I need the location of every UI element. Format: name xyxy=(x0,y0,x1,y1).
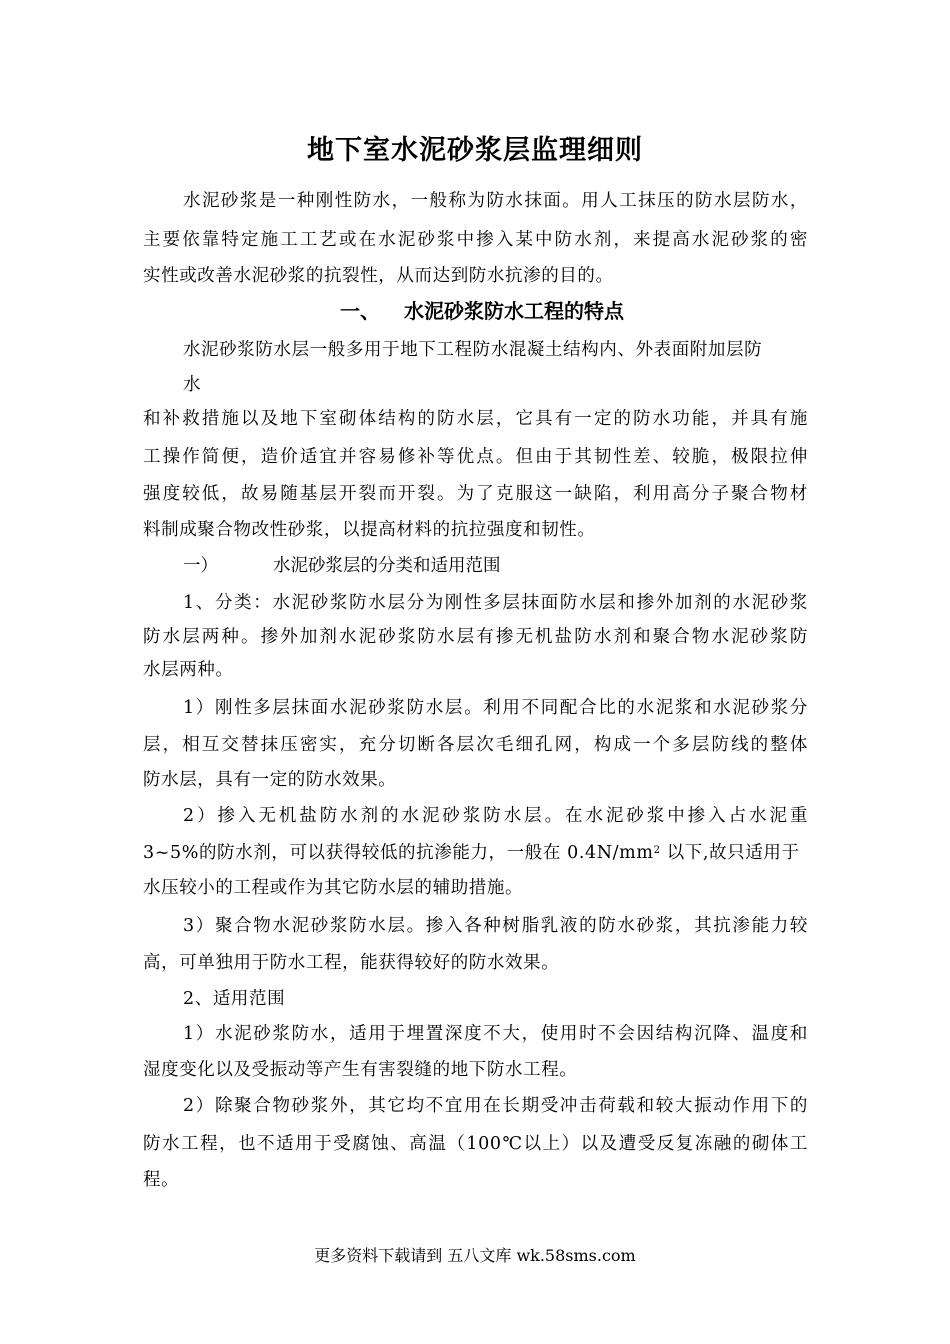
paragraph-line: 1、分类：水泥砂浆防水层分为刚性多层抹面防水层和掺外加剂的水泥砂浆 xyxy=(183,593,808,613)
paragraph-line: 水泥砂浆防水层一般多用于地下工程防水混凝土结构内、外表面附加层防 xyxy=(183,340,763,360)
subsection-title: 水泥砂浆层的分类和适用范围 xyxy=(273,556,501,576)
paragraph-line: 程。 xyxy=(143,1170,180,1190)
paragraph-line xyxy=(143,840,808,866)
paragraph-line: 主要依靠特定施工工艺或在水泥砂浆中掺入某中防水剂，来提高水泥砂浆的密 xyxy=(143,230,808,250)
paragraph-line: 2、适用范围 xyxy=(183,989,286,1009)
paragraph-line: 2）除聚合物砂浆外，其它均不宜用在长期受冲击荷载和较大振动作用下的 xyxy=(183,1096,808,1116)
subsection-heading xyxy=(183,553,501,579)
page-footer: 更多资料下载请到 五八文库 wk.58sms.com xyxy=(314,1246,636,1265)
section-number: 一、 xyxy=(340,299,380,323)
section-heading xyxy=(340,296,624,326)
paragraph-line: 防水层两种。掺外加剂水泥砂浆防水层有掺无机盐防水剂和聚合物水泥砂浆防 xyxy=(143,627,808,647)
paragraph-line: 水压较小的工程或作为其它防水层的辅助措施。 xyxy=(143,878,524,898)
text-fragment: 3~5%的防水剂，可以获得较低的抗渗能力，一般在 0.4N/mm xyxy=(143,843,654,863)
page-title: 地下室水泥砂浆层监理细则 xyxy=(307,135,643,166)
paragraph-line: 防水层，具有一定的防水效果。 xyxy=(143,770,397,790)
paragraph-line: 料制成聚合物改性砂浆，以提高材料的抗拉强度和韧性。 xyxy=(143,520,596,540)
paragraph-line: 水层两种。 xyxy=(143,660,234,680)
paragraph-line: 和补救措施以及地下室砌体结构的防水层，它具有一定的防水功能，并具有施 xyxy=(143,409,808,429)
section-title: 水泥砂浆防水工程的特点 xyxy=(404,299,624,323)
paragraph-line: 水泥砂浆是一种刚性防水，一般称为防水抹面。用人工抹压的防水层防水， xyxy=(183,191,808,211)
paragraph-line: 1）水泥砂浆防水，适用于埋置深度不大，使用时不会因结构沉降、温度和 xyxy=(183,1024,808,1044)
subsection-number: 一） xyxy=(183,556,218,576)
paragraph-line: 层，相互交替抹压密实，充分切断各层次毛细孔网，构成一个多层防线的整体 xyxy=(143,735,808,755)
paragraph-line: 实性或改善水泥砂浆的抗裂性，从而达到防水抗渗的目的。 xyxy=(143,266,614,286)
paragraph-line: 高，可单独用于防水工程，能获得较好的防水效果。 xyxy=(143,953,560,973)
text-fragment: 以下,故只适用于 xyxy=(660,843,800,863)
superscript: 2 xyxy=(653,845,661,856)
paragraph-line: 湿度变化以及受振动等产生有害裂缝的地下防水工程。 xyxy=(143,1060,578,1080)
paragraph-line: 水 xyxy=(183,375,202,395)
paragraph-line: 防水工程，也不适用于受腐蚀、高温（100℃以上）以及遭受反复冻融的砌体工 xyxy=(143,1134,808,1154)
paragraph-line: 2）掺入无机盐防水剂的水泥砂浆防水层。在水泥砂浆中掺入占水泥重 xyxy=(183,806,808,826)
paragraph-line: 3）聚合物水泥砂浆防水层。掺入各种树脂乳液的防水砂浆，其抗渗能力较 xyxy=(183,916,808,936)
paragraph-line: 1）刚性多层抹面水泥砂浆防水层。利用不同配合比的水泥浆和水泥砂浆分 xyxy=(183,698,808,718)
paragraph-line: 工操作简便，造价适宜并容易修补等优点。但由于其韧性差、较脆，极限拉伸 xyxy=(143,447,808,467)
paragraph-line: 强度较低，故易随基层开裂而开裂。为了克服这一缺陷，利用高分子聚合物材 xyxy=(143,484,808,504)
